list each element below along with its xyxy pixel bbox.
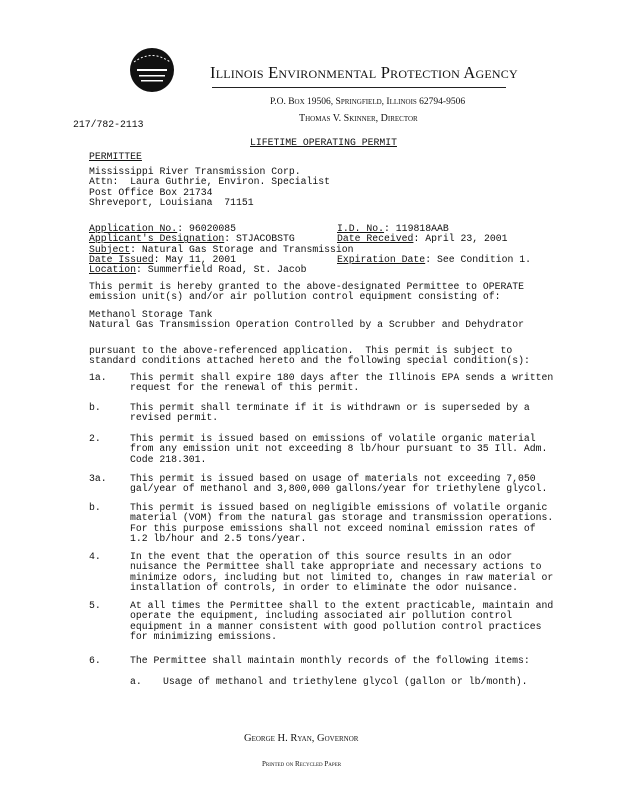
location-value: : Summerfield Road, St. Jacob	[136, 264, 307, 276]
text-line: for minimizing emissions.	[130, 630, 277, 642]
condition-text	[130, 601, 553, 642]
pursuant-paragraph	[89, 346, 530, 367]
text-line: Attn: Laura Guthrie, Environ. Specialist	[89, 176, 331, 188]
condition-number: b.	[89, 402, 101, 413]
text-line: Post Office Box 21734	[89, 186, 213, 198]
date-received	[337, 234, 531, 244]
agency-seal	[128, 47, 176, 93]
condition-text	[130, 656, 530, 666]
date-issued-label: Date Issued	[89, 253, 154, 265]
text-line: installation of controls, in order to eliminate the odor nuisance.	[130, 581, 519, 593]
condition-number: b.	[89, 502, 101, 513]
subitem-text: Usage of methanol and triethylene glycol (gallon or lb/month).	[163, 676, 528, 687]
text-line: pursuant to the above-referenced application. This permit is subject to	[89, 345, 513, 356]
condition-number: 3a.	[89, 473, 107, 484]
governor-footer: George H. Ryan, Governor	[244, 733, 359, 744]
subject-label: Subject	[89, 243, 131, 255]
text-line: This permit shall expire 180 days after the Illinois EPA sends a written	[130, 372, 554, 383]
id-no-value: : 119818AAB	[384, 223, 449, 234]
expiration-value: : See Condition 1.	[425, 253, 532, 265]
permit-title: LIFETIME OPERATING PERMIT	[250, 137, 397, 148]
designation-value: : STJACOBSTG	[224, 233, 295, 245]
letterhead-rule	[212, 87, 506, 88]
condition-text	[130, 434, 547, 465]
director-name: Thomas V. Skinner, Director	[299, 113, 418, 124]
text-line: from any emission unit not exceeding 8 lb/hour pursuant to 35 Ill. Adm.	[130, 443, 548, 455]
location-label: Location	[89, 264, 137, 276]
permit-fields-left	[89, 224, 354, 275]
id-no-label: I.D. No.	[337, 223, 385, 234]
text-line: Shreveport, Louisiana 71151	[89, 196, 254, 208]
date-issued-value: : May 11, 2001	[153, 253, 236, 265]
application-no-label: Application No.	[89, 223, 178, 234]
text-line: Methanol Storage Tank	[89, 309, 213, 320]
condition-number: 2.	[89, 433, 101, 444]
agency-name: Illinois Environmental Protection Agency	[210, 63, 518, 82]
text-line: minimize odors, including but not limited to, changes in raw material or	[130, 571, 554, 583]
text-line: The Permittee shall maintain monthly records of the following items:	[130, 655, 530, 666]
text-line: In the event that the operation of this source results in an odor	[130, 551, 513, 562]
text-line: gal/year of methanol and 3,800,000 gallons/year for triethylene glycol.	[130, 483, 548, 495]
recycled-paper-note: Printed on Recycled Paper	[262, 760, 342, 768]
permit-fields-right	[337, 224, 531, 265]
text-line: equipment in a manner consistent with good pollution control practices	[130, 620, 542, 632]
expiration-label: Expiration Date	[337, 253, 426, 265]
text-line: For this purpose emissions shall not exceed nominal emission rates of	[130, 522, 536, 534]
text-line: emission unit(s) and/or air pollution control equipment consisting of:	[89, 291, 501, 303]
designation-label: Applicant's Designation	[89, 233, 225, 245]
text-line: Mississippi River Transmission Corp.	[89, 166, 301, 177]
text-line: At all times the Permittee shall to the extent practicable, maintain and	[130, 600, 554, 611]
intro-paragraph	[89, 282, 524, 303]
text-line: Code 218.301.	[130, 453, 207, 465]
condition-number: 6.	[89, 655, 101, 666]
text-line: This permit is issued based on emissions of volatile organic material	[130, 433, 536, 444]
text-line: material (VOM) from the natural gas storage and transmission operations.	[130, 512, 554, 524]
text-line: request for the renewal of this permit.	[130, 382, 360, 394]
permittee-label: PERMITTEE	[89, 151, 142, 162]
text-line: operate the equipment, including associated air pollution control	[130, 610, 513, 622]
text-line: This permit is hereby granted to the above-designated Permittee to OPERATE	[89, 281, 525, 292]
condition-text	[130, 503, 553, 544]
expiration-date	[337, 255, 531, 265]
subitem-label: a.	[130, 676, 142, 687]
application-no-value: : 96020085	[177, 223, 236, 234]
phone-number: 217/782-2113	[73, 119, 144, 130]
text-line: This permit shall terminate if it is withdrawn or is superseded by a	[130, 402, 530, 413]
text-line: standard conditions attached hereto and the following special condition(s):	[89, 355, 530, 367]
condition-text	[130, 552, 553, 593]
equipment-list	[89, 310, 524, 331]
subject-value: : Natural Gas Storage and Transmission	[130, 243, 354, 255]
condition-number: 5.	[89, 600, 101, 611]
text-line: Natural Gas Transmission Operation Controlled by a Scrubber and Dehydrator	[89, 319, 525, 331]
date-received-label: Date Received	[337, 233, 414, 245]
location	[89, 265, 354, 275]
date-received-value: : April 23, 2001	[413, 233, 508, 245]
condition-text	[130, 403, 530, 424]
condition-number: 1a.	[89, 372, 107, 383]
text-line: This permit is issued based on usage of materials not exceeding 7,050	[130, 473, 536, 484]
text-line: revised permit.	[130, 412, 219, 424]
condition-number: 4.	[89, 551, 101, 562]
agency-address: P.O. Box 19506, Springfield, Illinois 62794-9506	[270, 97, 466, 107]
text-line: nuisance the Permittee shall take appropriate and necessary actions to	[130, 561, 542, 573]
condition-text	[130, 373, 553, 394]
condition-text	[130, 474, 547, 495]
text-line: This permit is issued based on negligible emissions of volatile organic	[130, 502, 548, 513]
permittee-address	[89, 167, 330, 208]
text-line: 1.2 lb/hour and 2.5 tons/year.	[130, 532, 307, 544]
